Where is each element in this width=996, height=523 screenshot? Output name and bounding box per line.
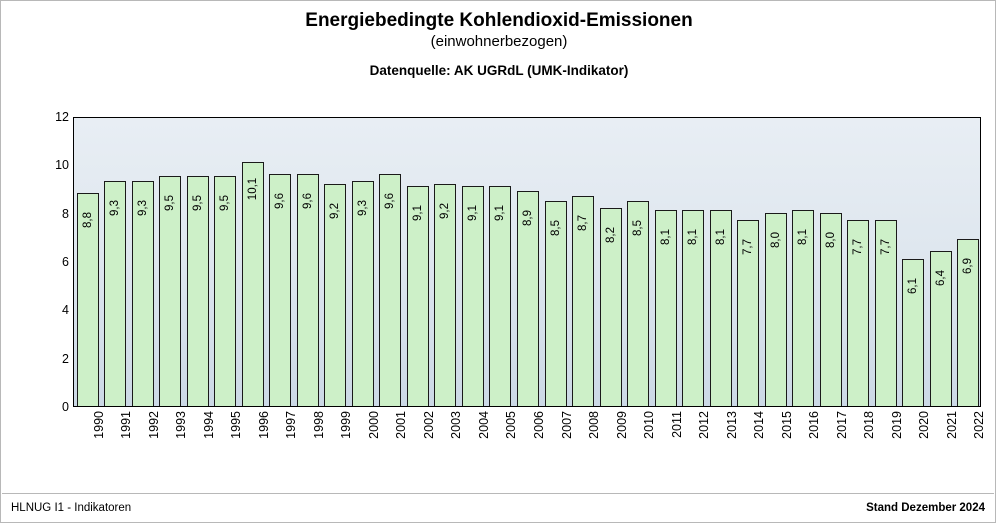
x-axis-tick: 2007: [559, 411, 574, 439]
bar-value-label: 9,3: [136, 200, 149, 217]
y-axis: [35, 108, 69, 416]
x-axis-tick: 2003: [449, 411, 464, 439]
bar: [682, 210, 704, 406]
y-axis-tick: 10: [55, 158, 69, 173]
bar: [847, 220, 869, 406]
bar-value-label: 8,7: [577, 214, 590, 231]
page-title: Energiebedingte Kohlendioxid-Emissionen: [305, 10, 693, 31]
bar-value-label: 9,1: [411, 205, 424, 222]
bar-value-label: 9,6: [274, 193, 287, 209]
bar: [379, 174, 401, 406]
bar-value-label: 10,1: [246, 177, 259, 201]
bar-value-label: 8,2: [604, 226, 617, 243]
bar-value-label: 9,6: [384, 193, 397, 209]
x-axis-tick: 2021: [944, 411, 959, 439]
x-axis-tick: 2004: [476, 411, 491, 439]
x-axis-tick: 1997: [284, 411, 299, 439]
bar: [710, 210, 732, 406]
x-axis: [73, 409, 987, 469]
bar: [930, 251, 952, 406]
bar: [104, 181, 126, 406]
x-axis-tick: 1996: [256, 411, 271, 439]
footer-right-text: Stand Dezember 2024: [866, 502, 985, 514]
bar: [517, 191, 539, 406]
x-axis-tick: 1991: [119, 411, 134, 439]
x-axis-tick: 2018: [862, 411, 877, 439]
bar: [489, 186, 511, 406]
bar-value-label: 9,5: [191, 195, 204, 212]
bar-value-label: 8,5: [549, 219, 562, 236]
bar-value-label: 8,8: [81, 212, 94, 229]
bar: [407, 186, 429, 406]
y-axis-tick: 2: [62, 351, 69, 366]
bars-layer: [74, 118, 980, 406]
bar: [957, 239, 979, 406]
x-axis-tick: 1990: [91, 411, 106, 439]
x-axis-tick: 2012: [697, 411, 712, 439]
bar-value-label: 7,7: [852, 238, 865, 255]
bar: [600, 208, 622, 406]
x-axis-tick: 2015: [779, 411, 794, 439]
bar: [627, 201, 649, 406]
x-axis-tick: 2016: [807, 411, 822, 439]
x-axis-tick: 2006: [532, 411, 546, 439]
x-axis-tick: 2022: [972, 411, 987, 439]
bar: [572, 196, 594, 406]
x-axis-tick: 2005: [504, 411, 519, 439]
bar: [655, 210, 677, 406]
bar: [765, 213, 787, 406]
bar-value-label: 9,5: [164, 195, 177, 212]
bar-value-label: 9,1: [494, 205, 507, 222]
x-axis-tick: 2001: [394, 411, 409, 439]
bar: [132, 181, 154, 406]
bar: [902, 259, 924, 406]
x-axis-tick: 2014: [752, 411, 767, 439]
x-axis-tick: 1995: [229, 411, 244, 439]
bar-value-label: 9,2: [439, 202, 452, 219]
chart-title-block: [1, 9, 996, 79]
x-axis-tick: 2020: [917, 411, 932, 439]
bar-value-label: 6,4: [934, 270, 947, 287]
x-axis-tick: 1998: [311, 411, 326, 439]
bar: [462, 186, 484, 406]
bar: [269, 174, 291, 406]
bar: [820, 213, 842, 406]
bar-value-label: 9,6: [301, 193, 314, 209]
bar-value-label: 7,7: [742, 238, 755, 255]
y-axis-tick: 0: [62, 400, 69, 414]
bar: [324, 184, 346, 406]
bar-value-label: 9,3: [356, 200, 369, 217]
x-axis-tick: 2013: [724, 411, 739, 439]
y-axis-tick: 4: [62, 303, 69, 318]
x-axis-tick: 2017: [834, 411, 849, 439]
footer-left-text: HLNUG I1 - Indikatoren: [11, 502, 132, 514]
x-axis-tick: 1994: [201, 411, 216, 439]
chart-subtitle: (einwohnerbezogen): [430, 33, 568, 50]
bar: [187, 176, 209, 406]
bar: [434, 184, 456, 406]
bar-value-label: 6,1: [907, 277, 920, 294]
bar: [737, 220, 759, 406]
bar-value-label: 9,2: [329, 202, 342, 219]
bar-value-label: 6,9: [962, 258, 975, 275]
bar: [214, 176, 236, 406]
x-axis-tick: 2008: [587, 411, 602, 439]
bar-value-label: 9,1: [466, 205, 479, 222]
bar: [77, 193, 99, 406]
bar-value-label: 9,3: [109, 200, 122, 217]
x-axis-tick: 2002: [421, 411, 436, 439]
bar: [792, 210, 814, 406]
x-axis-tick: 1992: [146, 411, 161, 439]
bar-value-label: 9,5: [219, 195, 232, 212]
plot-wrapper: [55, 110, 981, 414]
bar-value-label: 8,1: [714, 229, 727, 246]
chart-source-note: Datenquelle: AK UGRdL (UMK-Indikator): [369, 63, 629, 78]
bar-value-label: 8,0: [824, 231, 837, 248]
x-axis-tick: 2019: [889, 411, 904, 439]
x-axis-tick: 2010: [642, 411, 657, 439]
y-axis-tick: 12: [55, 110, 69, 124]
bar: [545, 201, 567, 406]
bar: [159, 176, 181, 406]
plot-area: [73, 117, 981, 407]
bar-value-label: 7,7: [879, 238, 892, 255]
x-axis-tick: 2009: [614, 411, 629, 439]
x-axis-tick: 1999: [339, 411, 354, 439]
bar: [875, 220, 897, 406]
y-axis-tick: 8: [62, 206, 69, 221]
bar-value-label: 8,5: [632, 219, 645, 236]
y-axis-tick: 6: [62, 255, 69, 269]
bar: [352, 181, 374, 406]
bar-value-label: 8,1: [687, 229, 700, 246]
footer-divider: [2, 493, 994, 494]
bar: [242, 162, 264, 406]
bar-value-label: 8,1: [797, 229, 810, 246]
bar-value-label: 8,9: [521, 209, 534, 226]
x-axis-tick: 2000: [366, 411, 381, 439]
bar-value-label: 8,1: [659, 229, 672, 246]
x-axis-tick: 1993: [174, 411, 189, 439]
x-axis-tick: 2011: [669, 411, 684, 438]
bar-value-label: 8,0: [769, 231, 782, 248]
bar: [297, 174, 319, 406]
